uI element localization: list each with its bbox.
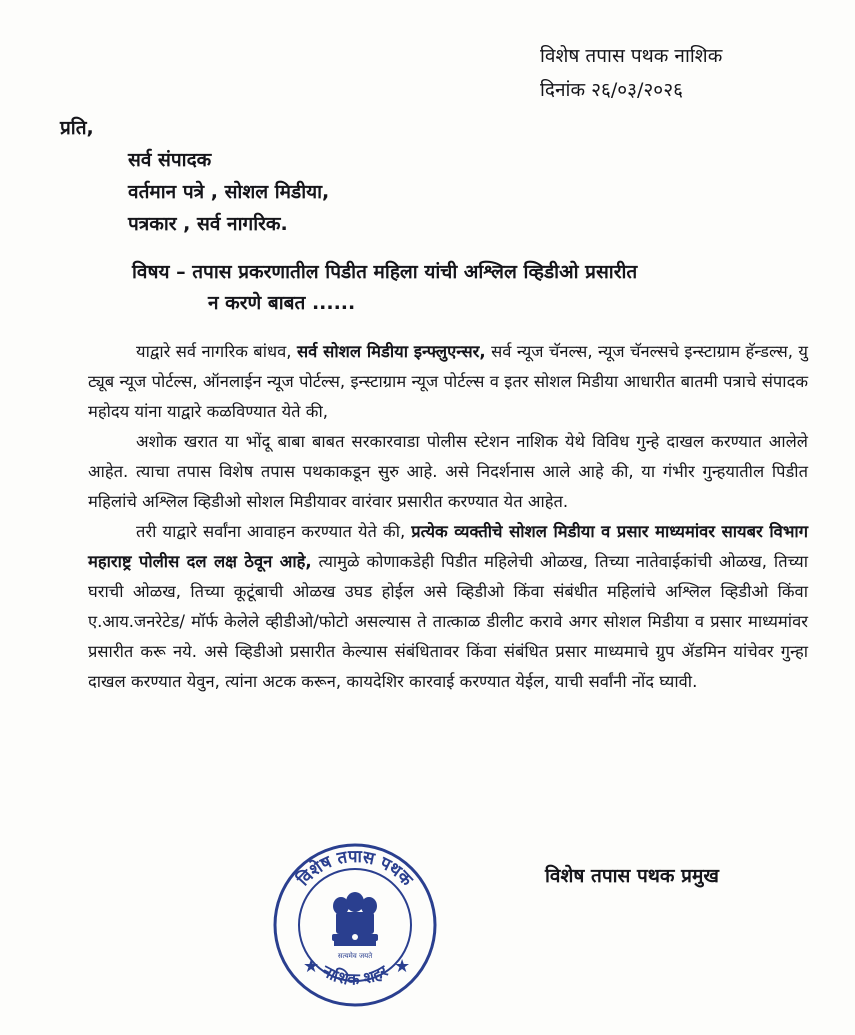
paragraph-3: तरी याद्वारे सर्वांना आवाहन करण्यात येते की, प्रत्येक व्यक्तीचे सोशल मिडीया व प्रसार माध्यमांवर सायबर विभाग महाराष्ट्र पोलीस दल लक्ष ठेवून आहे, त्यामुळे कोणाकडेही पिडीत महिलेची ओळख, तिच्या नातेवाईकांची ओळख, तिच्या घराची ओळख, तिच्या कूटूंबाची ओळख उघड होईल असे व्हिडीओ किंवा संबंधीत महिलांचे अश्लिल व्हिडीओ किंवा ए.आय.जनरेटेड/ मॉर्फ केलेले व्हीडीओ/फोटो असल्यास ते तात्काळ डीलीट करावे अगर सोशल मिडीया व प्रसार माध्यमांवर प्रसारीत करू नये. असे व्हिडीओ प्रसारीत केल्यास संबंधितावर किंवा संबंधित प्रसार माध्यमाचे ग्रुप ॲडमिन यांचेवर गुन्हा दाखल करण्यात येवुन, त्यांना अटक करून, कायदेशिर कारवाई करण्यात येईल, याची सर्वांनी नोंद घ्यावी.	[88, 522, 808, 691]
seal-bottom-text: नाशिक शहर	[319, 961, 391, 989]
official-seal-icon	[270, 840, 440, 1010]
svg-text:★: ★	[394, 956, 411, 977]
letter-date: दिनांक २६/०३/२०२६	[540, 79, 683, 101]
addressee-prefix: प्रति,	[60, 117, 94, 139]
national-emblem-icon	[332, 892, 378, 946]
paragraph-1: याद्वारे सर्व नागरिक बांधव, सर्व सोशल मिडीया इन्फ्लुएन्सर, सर्व न्यूज चॅनल्स, न्यूज चॅनल्सचे इन्स्टाग्राम हॅन्डल्स, यु ट्यूब न्यूज पोर्टल्स, ऑनलाईन न्यूज पोर्टल्स, इन्स्टाग्राम न्यूज पोर्टल्स व इतर सोशल मिडीया आधारीत बातमी पत्राचे संपादक महोदय यांना याद्वारे कळविण्यात येते की,	[88, 342, 808, 421]
addressee-line-2: वर्तमान पत्रे , सोशल मिडीया,	[128, 181, 330, 203]
addressee-line-3: पत्रकार , सर्व नागरिक.	[128, 213, 288, 235]
paragraph-2: अशोक खरात या भोंदू बाबा बाबत सरकारवाडा पोलीस स्टेशन नाशिक येथे विविध गुन्हे दाखल करण्यात आलेले आहेत. त्याचा तपास विशेष तपास पथकाकडून सुरु आहे. असे निदर्शनास आले आहे की, या गंभीर गुन्हयातील पिडीत महिलांचे अश्लिल व्हिडीओ सोशल मिडीयावर वारंवार प्रसारीत करण्यात येत आहेत.	[88, 432, 808, 511]
addressee-line-1: सर्व संपादक	[128, 149, 212, 171]
subject-line-2: न करणे बाबत ......	[208, 292, 356, 314]
signatory-title: विशेष तपास पथक प्रमुख	[545, 865, 719, 887]
issuing-office: विशेष तपास पथक नाशिक	[540, 45, 723, 67]
seal-top-text: विशेष तपास पथक	[293, 846, 417, 891]
subject-line-1: विषय – तपास प्रकरणातील पिडीत महिला यांची अश्लिल व्हिडीओ प्रसारीत	[132, 261, 638, 283]
letter-body	[88, 337, 808, 697]
emblem-caption: सत्यमेव जयते	[337, 952, 373, 960]
svg-text:★: ★	[303, 956, 320, 977]
highlight-influencers: सर्व सोशल मिडीया इन्फ्लुएन्सर,	[296, 342, 486, 361]
highlight-cyber-warning: प्रत्येक व्यक्तीचे सोशल मिडीया व प्रसार माध्यमांवर सायबर विभाग महाराष्ट्र पोलीस दल लक्ष ठेवून आहे,	[88, 522, 808, 571]
